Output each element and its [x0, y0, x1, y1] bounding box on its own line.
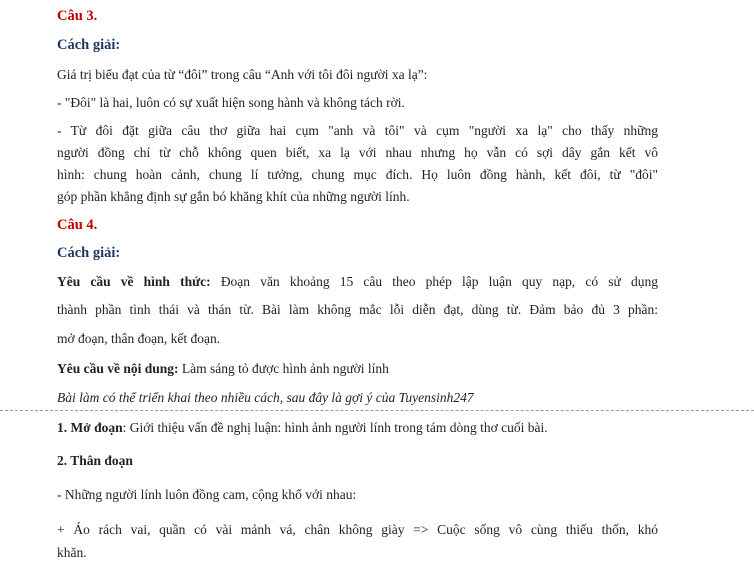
- content-requirement-label: Yêu cầu về nội dung:: [57, 361, 179, 376]
- form-requirement-line-1: [57, 274, 658, 290]
- page-divider: [0, 410, 754, 411]
- question-3-point-2-line-4: góp phần khẳng định sự gắn bó khăng khít của những người lính.: [57, 189, 410, 204]
- content-requirement: [57, 361, 389, 377]
- body-point-2-line-1: + Áo rách vai, quần có vài mảnh vá, chân không giày => Cuộc sống vô cùng thiếu thốn, khó: [57, 522, 658, 537]
- question-3-method-label: Cách giải:: [57, 37, 121, 53]
- form-requirement-text: Đoạn văn khoảng 15 câu theo phép lập luận quy nạp, có sử dụng: [210, 274, 658, 289]
- body-point-1: - Những người lính luôn đồng cam, cộng khổ với nhau:: [57, 487, 357, 502]
- body-heading: 2. Thân đoạn: [57, 453, 133, 468]
- question-4-method-label: Cách giải:: [57, 245, 121, 261]
- form-requirement-line-3: mở đoạn, thân đoạn, kết đoạn.: [57, 331, 221, 346]
- body-point-2-line-2: khăn.: [57, 545, 87, 560]
- question-3-point-1: - "Đôi" là hai, luôn có sự xuất hiện song hành và không tách rời.: [57, 95, 405, 110]
- question-4-heading: Câu 4.: [57, 217, 98, 233]
- opening-paragraph: [57, 420, 548, 436]
- opening-text: : Giới thiệu vấn đề nghị luận: hình ảnh người lính trong tám dòng thơ cuối bài.: [122, 420, 548, 435]
- opening-label: 1. Mở đoạn: [57, 420, 123, 435]
- content-requirement-text: Làm sáng tỏ được hình ảnh người lính: [178, 361, 389, 376]
- question-3-point-2-line-2: người đồng chí từ chỗ không quen biết, xa lạ với nhau nhưng họ vẫn có sợi dây gắn kết vô: [57, 145, 658, 160]
- question-3-heading: Câu 3.: [57, 8, 98, 24]
- question-3-point-2-line-3: hình: chung hoàn cảnh, chung lí tưởng, chung mục đích. Họ luôn đồng hành, kết đôi, từ "đôi": [57, 167, 658, 182]
- question-3-intro: Giá trị biểu đạt của từ “đôi” trong câu “Anh với tôi đôi người xa lạ”:: [57, 67, 428, 82]
- question-3-point-2-line-1: - Từ đôi đặt giữa câu thơ giữa hai cụm "anh và tôi" và cụm "người xa lạ" cho thấy những: [57, 123, 658, 138]
- form-requirement-label: Yêu cầu về hình thức:: [57, 274, 211, 289]
- suggestion-note: Bài làm có thể triển khai theo nhiều cách, sau đây là gợi ý của Tuyensinh247: [57, 390, 474, 405]
- form-requirement-line-2: thành phần tình thái và thán từ. Bài làm không mắc lỗi diễn đạt, dùng từ. Đảm bảo đủ 3 phần:: [57, 302, 658, 317]
